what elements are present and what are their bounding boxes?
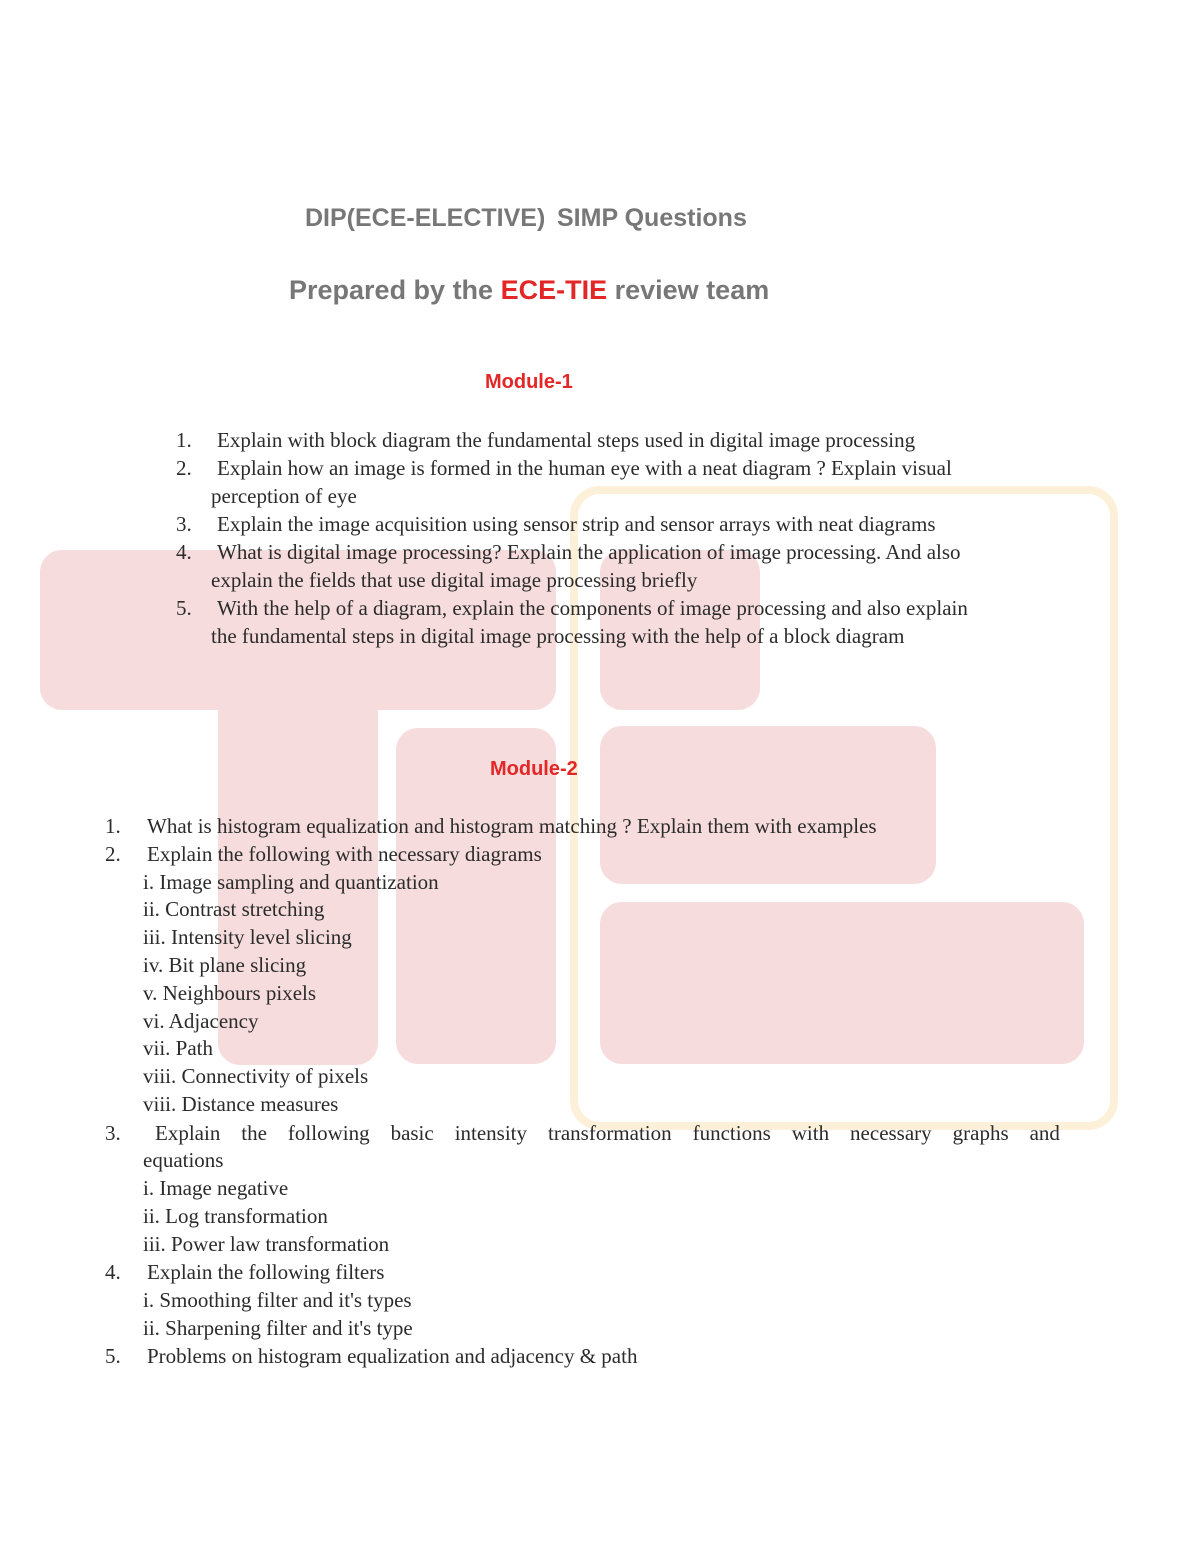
sub-item: viii. Connectivity of pixels: [143, 1064, 369, 1088]
question-number: 1.: [176, 428, 192, 452]
sub-item: iii. Intensity level slicing: [143, 925, 352, 949]
word: with: [791, 1121, 830, 1145]
sub-item: vi. Adjacency: [143, 1009, 259, 1033]
sub-item: iii. Power law transformation: [143, 1232, 390, 1256]
question-text: Problems on histogram equalization and adjacency & path: [147, 1344, 638, 1368]
question-text: What is histogram equalization and histogram matching ? Explain them with examples: [147, 814, 877, 838]
question-text-justified: [155, 1119, 1060, 1147]
word: Explain: [155, 1121, 221, 1145]
word: transformation: [548, 1121, 672, 1145]
word: functions: [692, 1121, 771, 1145]
question-text: Explain the following with necessary diagrams: [147, 842, 542, 866]
sub-item: i. Image negative: [143, 1176, 289, 1200]
title-label: SIMP Questions: [557, 204, 747, 232]
sub-item: ii. Contrast stretching: [143, 897, 325, 921]
question-text: the fundamental steps in digital image processing with the help of a block diagram: [211, 624, 905, 648]
title-course: DIP(ECE-ELECTIVE): [305, 204, 546, 232]
question-text: Explain how an image is formed in the human eye with a neat diagram ? Explain visual: [217, 456, 952, 480]
question-text: With the help of a diagram, explain the components of image processing and also explain: [217, 596, 968, 620]
question-text: perception of eye: [211, 484, 357, 508]
question-number: 2.: [105, 842, 121, 866]
sub-item: vii. Path: [143, 1036, 214, 1060]
subtitle-prefix: Prepared by the: [289, 275, 494, 305]
question-number: 1.: [105, 814, 121, 838]
question-text: equations: [143, 1148, 224, 1172]
word: following: [287, 1121, 370, 1145]
sub-item: viii. Distance measures: [143, 1092, 339, 1116]
question-number: 4.: [176, 540, 192, 564]
word: basic: [390, 1121, 434, 1145]
word: graphs: [952, 1121, 1009, 1145]
question-number: 3.: [105, 1121, 121, 1145]
question-text: What is digital image processing? Explain the application of image processing. And also: [217, 540, 961, 564]
subtitle-suffix: review team: [614, 275, 770, 305]
sub-item: ii. Sharpening filter and it's type: [143, 1316, 413, 1340]
word: the: [241, 1121, 267, 1145]
question-number: 5.: [176, 596, 192, 620]
sub-item: v. Neighbours pixels: [143, 981, 317, 1005]
word: necessary: [850, 1121, 932, 1145]
sub-item: ii. Log transformation: [143, 1204, 328, 1228]
question-text: Explain with block diagram the fundamental steps used in digital image processing: [217, 428, 916, 452]
sub-item: i. Smoothing filter and it's types: [143, 1288, 412, 1312]
question-text: Explain the following filters: [147, 1260, 385, 1284]
module-1-heading: Module-1: [485, 371, 573, 393]
question-text: explain the fields that use digital image processing briefly: [211, 568, 698, 592]
document-subtitle: [289, 275, 769, 306]
question-number: 2.: [176, 456, 192, 480]
word: and: [1029, 1121, 1060, 1145]
subtitle-team-name: ECE-TIE: [500, 275, 608, 305]
word: intensity: [454, 1121, 528, 1145]
question-number: 4.: [105, 1260, 121, 1284]
sub-item: i. Image sampling and quantization: [143, 870, 439, 894]
sub-item: iv. Bit plane slicing: [143, 953, 307, 977]
question-number: 5.: [105, 1344, 121, 1368]
question-text: Explain the image acquisition using sensor strip and sensor arrays with neat diagrams: [217, 512, 936, 536]
question-number: 3.: [176, 512, 192, 536]
module-2-heading: Module-2: [490, 758, 578, 780]
